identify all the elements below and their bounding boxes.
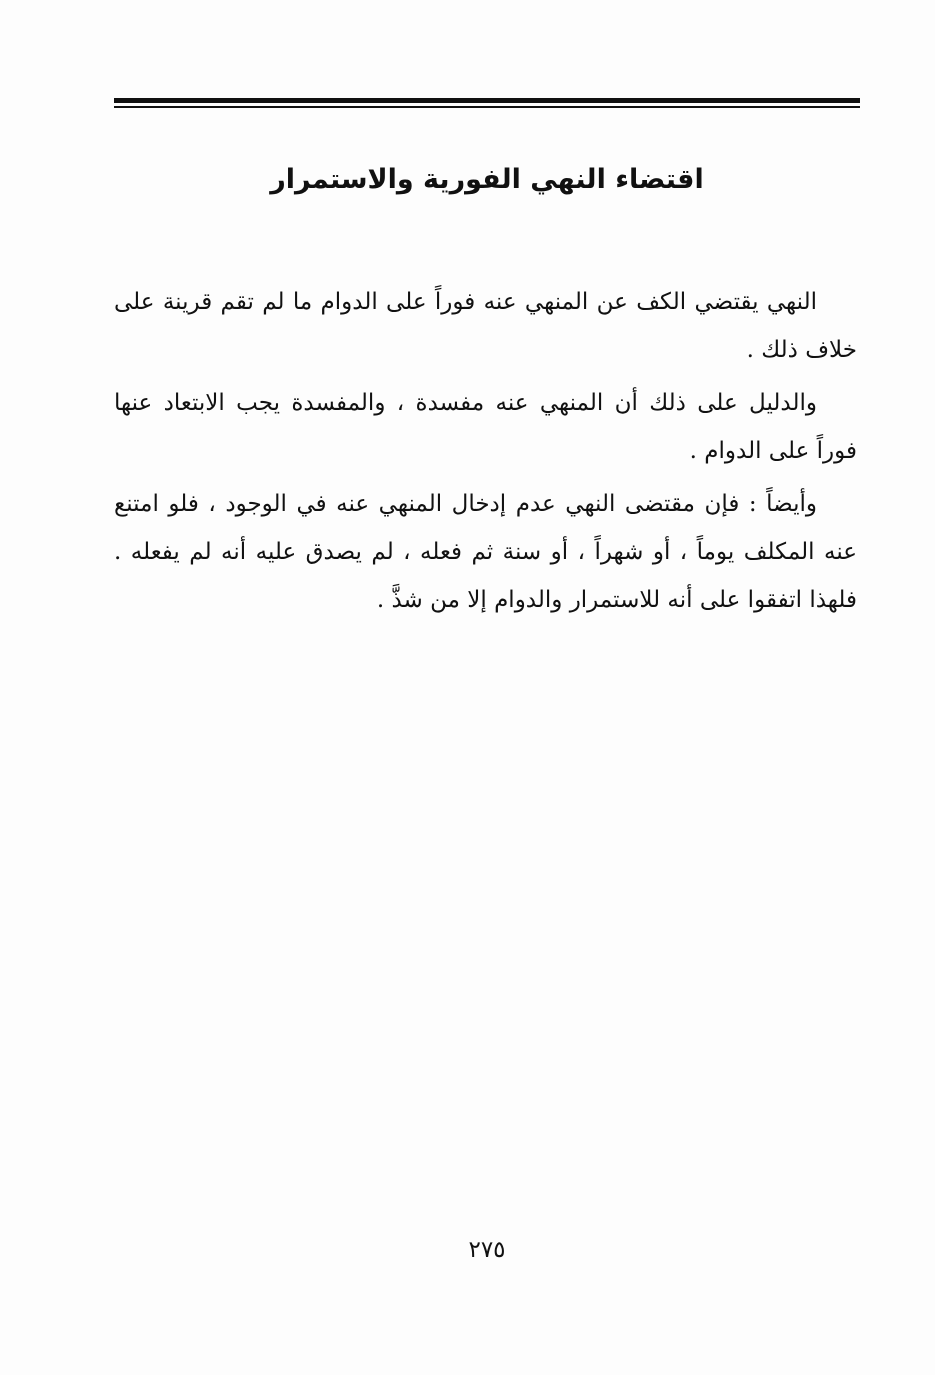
header-rule-thick xyxy=(114,98,860,103)
header-rule-thin xyxy=(114,106,860,108)
body-text xyxy=(114,278,857,629)
page-number: ٢٧٥ xyxy=(468,1237,506,1263)
paragraph-2: والدليل على ذلك أن المنهي عنه مفسدة ، والمفسدة يجب الابتعاد عنها فوراً على الدوام . xyxy=(114,390,857,464)
paragraph-1: النهي يقتضي الكف عن المنهي عنه فوراً على الدوام ما لم تقم قرينة على خلاف ذلك . xyxy=(114,289,857,363)
paragraph-3: وأيضاً : فإن مقتضى النهي عدم إدخال المنهي عنه في الوجود ، فلو امتنع عنه المكلف يوماً ، أو شهراً ، أو سنة ثم فعله ، لم يصدق عليه أنه لم يفعله . فلهذا اتفقوا على أنه للاستمرار والدوام إلا من شذَّ . xyxy=(114,491,857,613)
section-title: اقتضاء النهي الفورية والاستمرار xyxy=(270,164,704,195)
